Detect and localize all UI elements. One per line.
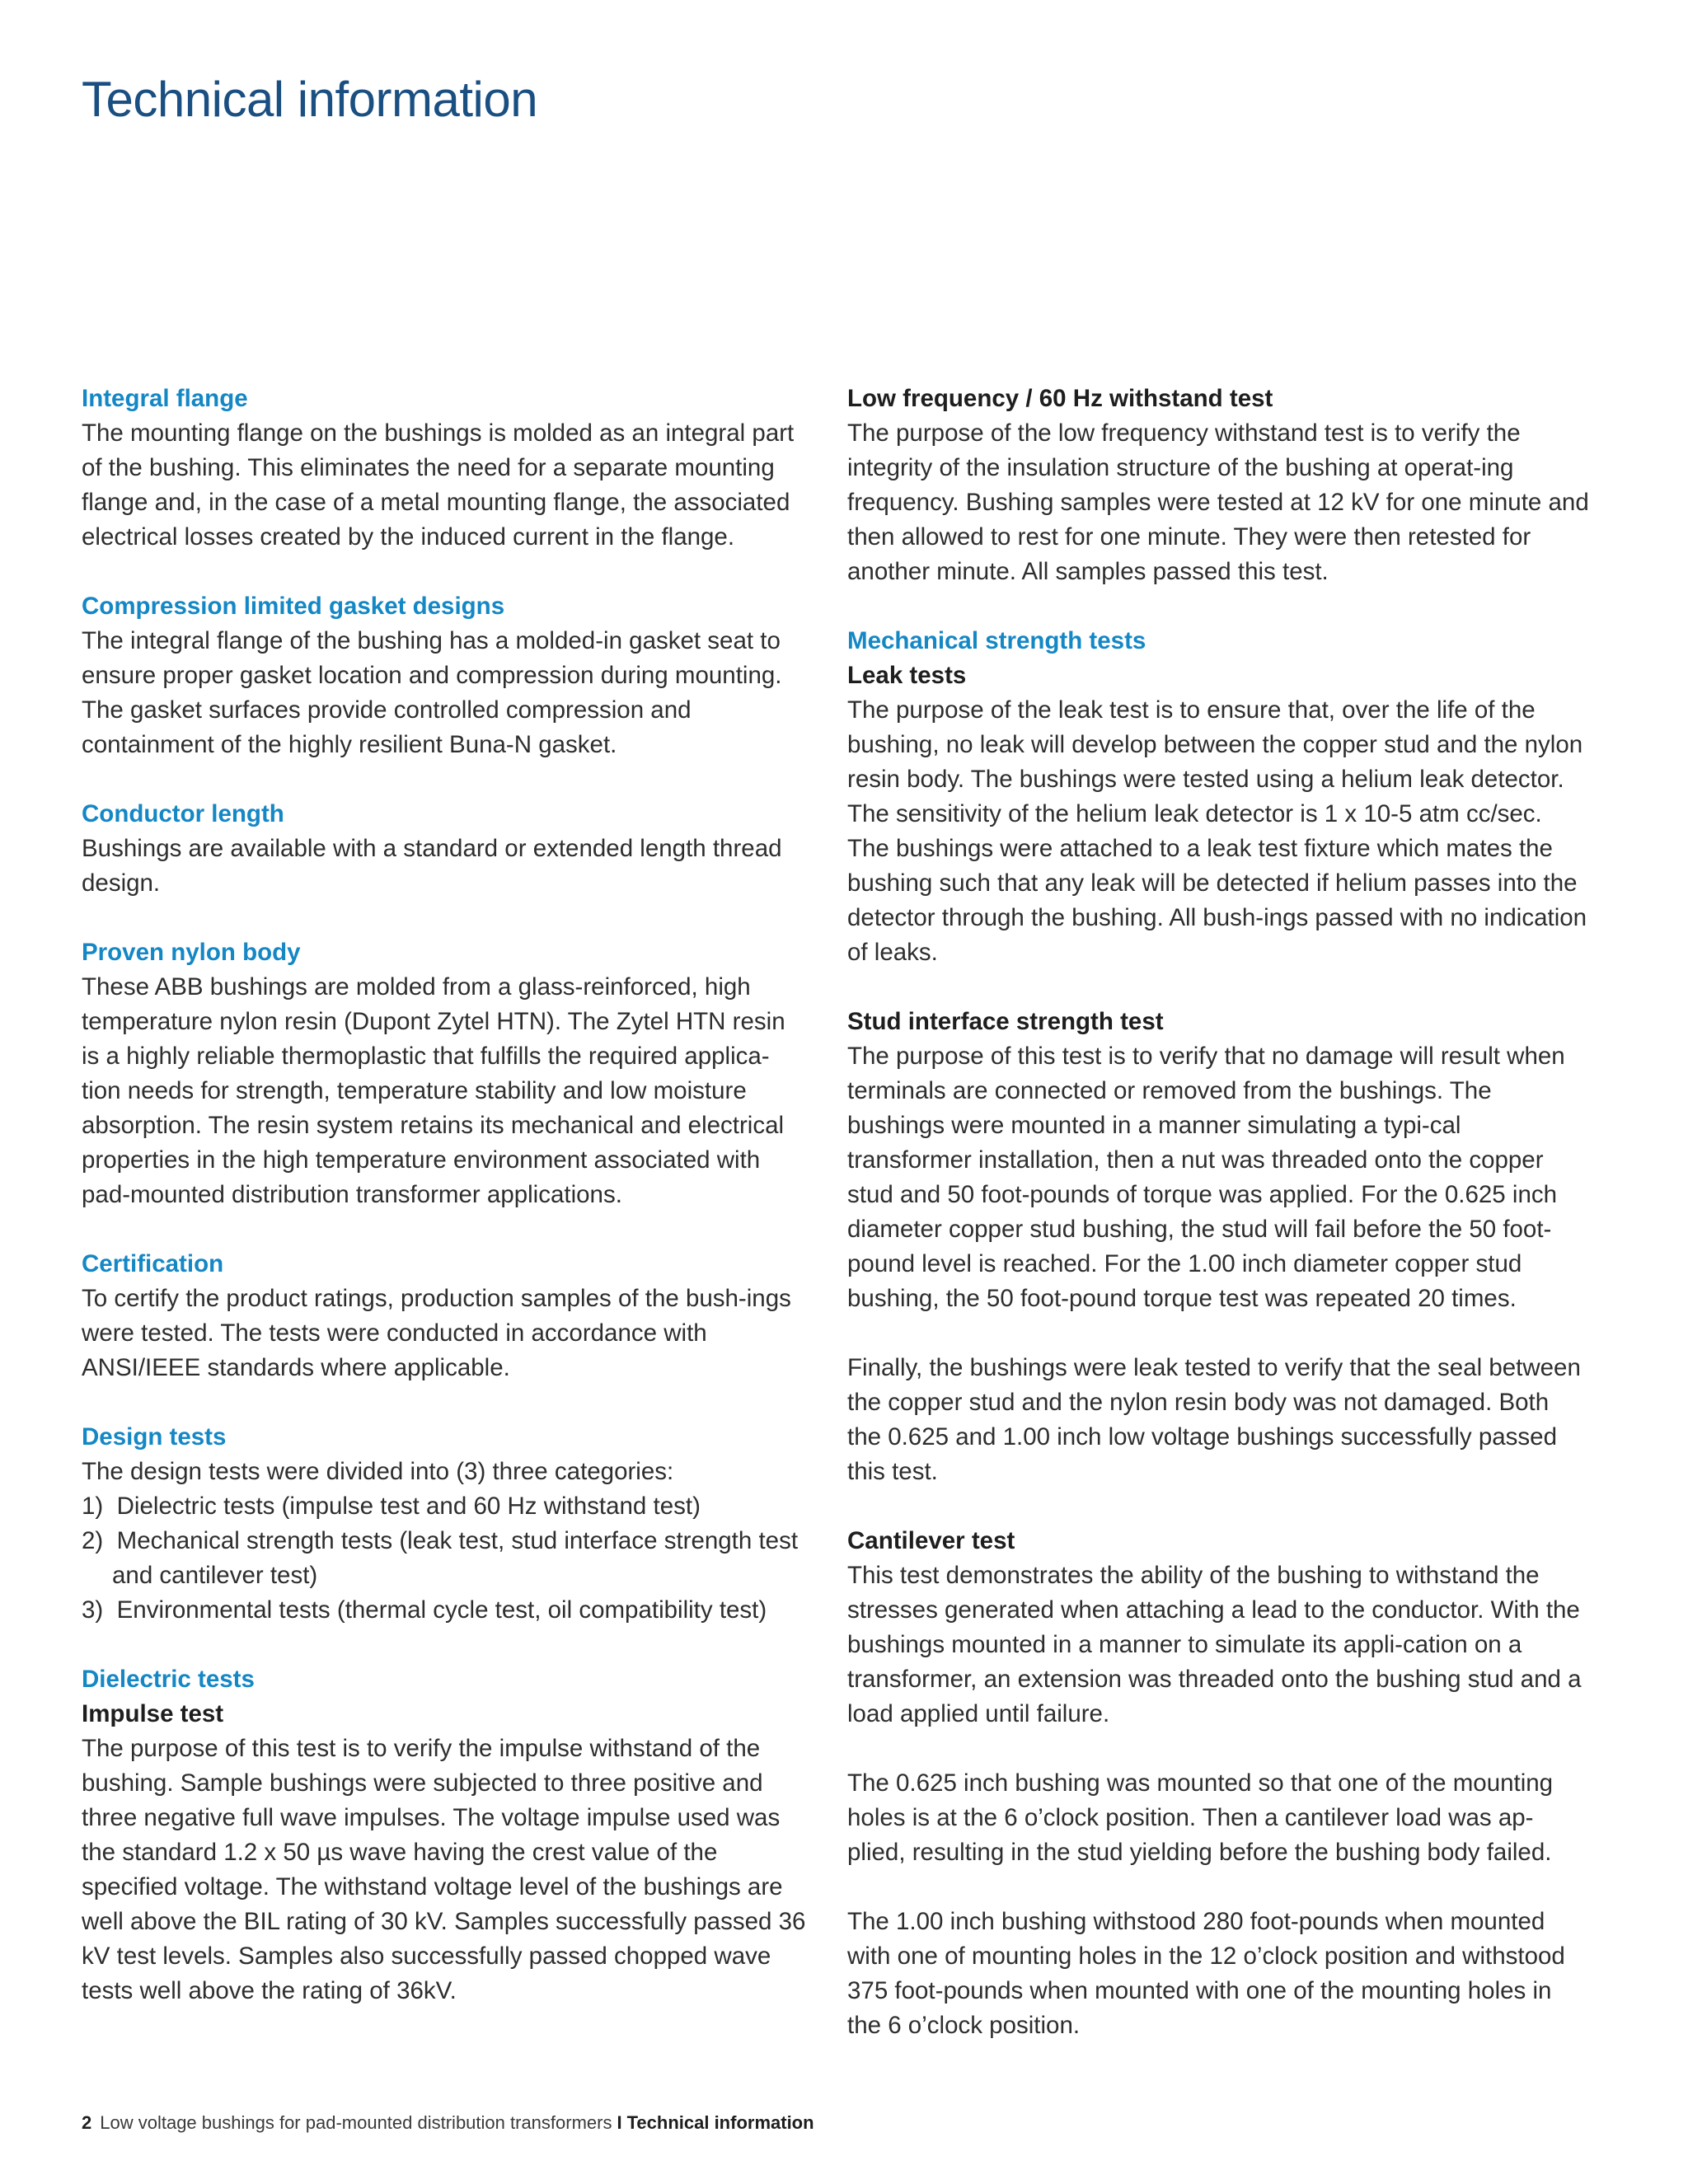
list-item: 3) Environmental tests (thermal cycle test, oil compatibility test) [82,1596,767,1624]
heading-integral-flange: Integral flange [82,385,248,412]
section-design-tests [82,1420,807,1628]
text-design-tests-intro: The design tests were divided into (3) three categories: [82,1458,674,1485]
right-column [847,382,1589,2078]
section-cantilever-100 [847,1905,1589,2043]
footer-section-title: Technical information [626,2112,814,2133]
section-cantilever-0625 [847,1766,1589,1870]
text-cantilever: This test demonstrates the ability of the bushing to withstand the stresses generated when attaching a lead to the conductor. With the bushings mounted in a manner to simulate its appli-cation on a transformer, an extension was threaded onto the bushing stud and a load applied until failure. [847,1562,1582,1727]
section-nylon-body [82,935,807,1212]
text-cantilever-0625: The 0.625 inch bushing was mounted so that one of the mounting holes is at the 6 o’clock position. Then a cantilever load was ap-plied, resulting in the stud yielding before the bushing body failed. [847,1769,1554,1866]
footer-doc-title: Low voltage bushings for pad-mounted distribution transformers [100,2112,612,2133]
text-stud-leak-retest: Finally, the bushings were leak tested to verify that the seal between the copper stud and the nylon resin body was not damaged. Both the 0.625 and 1.00 inch low voltage bushings successfully passed this test. [847,1354,1581,1485]
heading-compression: Compression limited gasket designs [82,593,505,620]
heading-certification: Certification [82,1250,224,1277]
section-conductor-length [82,797,807,901]
left-column [82,382,807,2043]
heading-low-frequency: Low frequency / 60 Hz withstand test [847,385,1273,412]
text-nylon-body: These ABB bushings are molded from a glass-reinforced, high temperature nylon resin (Dupont Zytel HTN). The Zytel HTN resin is a highly reliable thermoplastic that fulfills the required applica-tion needs for strength, temperature stability and low moisture absorption. The resin system retains its mechanical and electrical properties in the high temperature environment associated with pad-mounted distribution transformer applications. [82,973,785,1208]
heading-dielectric-tests: Dielectric tests [82,1666,255,1693]
text-impulse-test: The purpose of this test is to verify the impulse withstand of the bushing. Sample bushings were subjected to three positive and three negative full wave impulses. The voltage impulse used was the standard 1.2 x 50 µs wave having the crest value of the specified voltage. The withstand voltage level of the bushings are well above the BIL rating of 30 kV. Samples successfully passed 36 kV test levels. Samples also successfully passed chopped wave tests well above the rating of 36kV. [82,1735,806,2004]
section-stud-interface [847,1005,1589,1316]
subheading-leak-tests: Leak tests [847,662,967,689]
heading-mechanical-strength: Mechanical strength tests [847,627,1146,654]
text-integral-flange: The mounting flange on the bushings is molded as an integral part of the bushing. This eliminates the need for a separate mounting flange and, in the case of a metal mounting flange, the associated electrical losses created by the induced current in the flange. [82,419,795,551]
subheading-impulse-test: Impulse test [82,1700,224,1727]
text-stud-interface: The purpose of this test is to verify that no damage will result when terminals are connected or removed from the bushings. The bushings were mounted in a manner simulating a typi-cal transformer installation, then a nut was threaded onto the copper stud and 50 foot-pounds of torque was applied. For the 0.625 inch diameter copper stud bushing, the stud will fail before the 50 foot-pound level is reached. For the 1.00 inch diameter copper stud bushing, the 50 foot-pound torque test was repeated 20 times. [847,1043,1565,1312]
section-certification [82,1247,807,1385]
heading-conductor-length: Conductor length [82,800,284,827]
footer-separator: I [617,2112,622,2133]
subheading-stud-interface: Stud interface strength test [847,1008,1164,1035]
subheading-cantilever: Cantilever test [847,1527,1015,1554]
text-cantilever-100: The 1.00 inch bushing withstood 280 foot-pounds when mounted with one of mounting holes in the 12 o’clock position and withstood 375 foot-pounds when mounted with one of the mounting holes in the 6 o’clock position. [847,1908,1565,2039]
text-low-frequency: The purpose of the low frequency withstand test is to verify the integrity of the insulation structure of the bushing at operat-ing frequency. Bushing samples were tested at 12 kV for one minute and then allowed to rest for one minute. They were then retested for another minute. All samples passed this test. [847,419,1589,585]
section-dielectric-tests [82,1662,807,2008]
section-mechanical-strength [847,624,1589,970]
heading-nylon-body: Proven nylon body [82,939,301,966]
section-low-frequency [847,382,1589,589]
page-footer [82,2112,814,2134]
text-leak-tests: The purpose of the leak test is to ensure that, over the life of the bushing, no leak will develop between the copper stud and the nylon resin body. The bushings were tested using a helium leak detector. The sensitivity of the helium leak detector is 1 x 10-5 atm cc/sec. The bushings were attached to a leak test fixture which mates the bushing such that any leak will be detected if helium passes into the detector through the bushing. All bush-ings passed with no indication of leaks. [847,696,1587,966]
text-certification: To certify the product ratings, production samples of the bush-ings were tested. The tests were conducted in accordance with ANSI/IEEE standards where applicable. [82,1285,791,1381]
list-item: 2) Mechanical strength tests (leak test, stud interface strength test and cantilever test) [82,1527,799,1589]
page-title: Technical information [82,72,538,127]
text-compression: The integral flange of the bushing has a molded-in gasket seat to ensure proper gasket location and compression during mounting. The gasket surfaces provide controlled compression and containment of the highly resilient Buna-N gasket. [82,627,782,758]
section-integral-flange [82,382,807,555]
section-cantilever [847,1524,1589,1732]
design-tests-list [82,1489,807,1628]
text-conductor-length: Bushings are available with a standard or extended length thread design. [82,835,782,897]
list-item: 1) Dielectric tests (impulse test and 60 Hz withstand test) [82,1493,701,1520]
section-compression [82,589,807,762]
page-number: 2 [82,2112,92,2133]
section-stud-leak-retest [847,1351,1589,1489]
heading-design-tests: Design tests [82,1423,227,1451]
